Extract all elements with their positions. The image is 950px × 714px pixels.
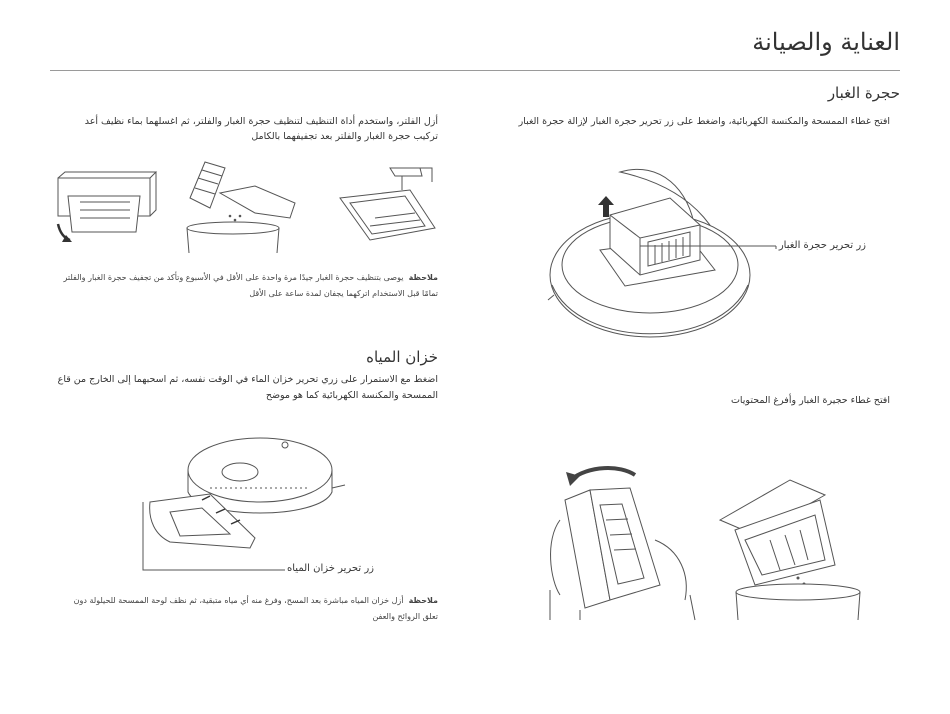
water-tank-note-line2: تعلق الروائح والعفن xyxy=(372,612,438,621)
note-label: ملاحظة xyxy=(408,273,438,282)
dust-bin-note-line1 xyxy=(38,270,438,286)
water-tank-removal-illustration xyxy=(140,430,380,580)
water-tank-note-line1 xyxy=(38,593,438,609)
dust-bin-note xyxy=(38,270,438,302)
water-tank-release-callout: زر تحرير خزان المياه xyxy=(287,563,374,574)
water-tank-note xyxy=(38,593,438,625)
dust-bin-step3-line2: تركيب حجرة الغبار والفلتر بعد تجفيفهما بالكامل xyxy=(251,131,438,142)
empty-dust-box-illustration xyxy=(540,460,880,620)
dust-bin-step2-text: افتح غطاء حجيرة الغبار وأفرغ المحتويات xyxy=(730,395,890,406)
title-divider xyxy=(50,70,900,71)
dust-bin-heading: حجرة الغبار xyxy=(827,84,900,102)
dust-bin-note-line2: تمامًا قبل الاستخدام اتركهما يجفان لمدة ساعة على الأقل xyxy=(249,289,438,298)
dust-bin-note-line1-text: يوصى بتنظيف حجرة الغبار جيدًا مرة واحدة على الأقل في الأسبوع وتأكد من تجفيف حجرة الغبار والفلتر xyxy=(63,273,404,282)
robot-open-lid-illustration xyxy=(540,160,880,360)
water-tank-heading: خزان المياه xyxy=(366,348,438,366)
dust-bin-step1-text: افتح غطاء الممسحة والمكنسة الكهربائية، واضغط على زر تحرير حجرة الغبار لإزالة حجرة الغبار xyxy=(518,116,890,127)
water-tank-step-line2: الممسحة والمكنسة الكهربائية كما هو موضح xyxy=(265,390,438,401)
page-title: العناية والصيانة xyxy=(752,28,900,56)
water-tank-step-line1: اضغط مع الاستمرار على زري تحرير خزان الماء في الوقت نفسه، ثم اسحبهما إلى الخارج من قاع xyxy=(57,374,438,385)
filter-cleaning-illustration xyxy=(50,158,450,258)
dust-bin-release-callout: زر تحرير حجرة الغبار xyxy=(778,240,866,251)
dust-bin-step3-line1: أزل الفلتر، واستخدم أداة التنظيف لتنظيف حجرة الغبار والفلتر، ثم اغسلهما بماء نظيف أعد xyxy=(84,116,438,127)
water-tank-note-line1-text: أزل خزان المياه مباشرة بعد المسح، وفرغ منه أي مياه متبقية، ثم نظف لوحة الممسحة للحيلولة دون xyxy=(73,596,404,605)
note-label: ملاحظة xyxy=(408,596,438,605)
